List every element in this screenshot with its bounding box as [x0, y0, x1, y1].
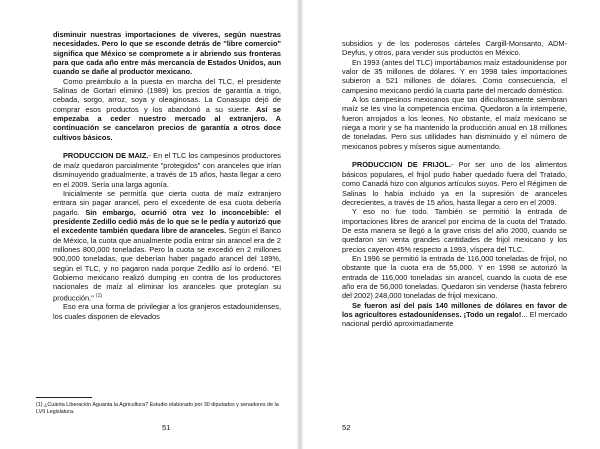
page-number: 52	[342, 423, 351, 432]
body-text: ... El mercado nacional perdió aproximadamente	[342, 309, 567, 329]
paragraph	[342, 207, 567, 254]
paragraph	[53, 302, 281, 321]
body-text: subsidios y de los poderosos cárteles Cargill-Monsanto, ADM-Deyfus, y otros, para vender sus productos en México.	[342, 39, 567, 58]
right-page	[300, 0, 600, 449]
paragraph	[342, 301, 567, 329]
section-heading: PRODUCCION DE FRIJOL.	[352, 160, 452, 170]
body-text: Como preámbulo a la puesta en marcha del TLC, el presidente Salinas de Gortari eliminó (1989) los precios de garantía a trigo, cebada, sorgo, arroz, soya y oleaginosas. La Conasupo dejó de comprar esos productos y los abandonó a su suerte.	[53, 76, 281, 114]
bold-text: Así se empezaba a ceder nuestro mercado al extranjero. A continuación se cancelaron precios de garantía a otros doce cultivos básicos.	[53, 104, 281, 142]
footnote: (1) ¿Cuánta Liberación Aguanta la Agricultura? Estudio elaborado por 30 diputados y senadores de la LVII Legislatura.	[36, 402, 279, 415]
section-heading: PRODUCCION DE MAIZ.	[63, 151, 149, 161]
paragraph	[342, 39, 567, 58]
body-text: Inicialmente se permitía que cierta cuota de maíz extranjero entrara sin pagar arancel, pero el excedente de esa cuota debería pagarlo.	[53, 188, 281, 217]
right-page-body	[342, 39, 567, 329]
page-number: 51	[162, 423, 171, 432]
body-text: En 1993 (antes del TLC) importábamos maíz estadounidense por valor de 35 millones de dólares. Y en 1998 tales importaciones subieron a 521 millones de dólares. Como consecuencia, el campesino mexicano perdió la cuarta parte del mercado doméstico.	[342, 57, 567, 95]
body-text: A los campesinos mexicanos que tan dificultosamente siembran maíz se les vino la competencia encima. Quedaron a la intemperie, fueron arrojados a los leones. No obstante, el maíz mexicano se niega a morir y se ha mantenido la producción anual en 18 millones de toneladas. Pero sus utilidades han disminuido y el número de mexicanos pobres y míseros sigue aumentando.	[342, 95, 567, 151]
left-page-body	[53, 30, 281, 321]
paragraph	[342, 160, 567, 207]
bold-text: disminuir nuestras importaciones de víveres, según nuestras necesidades. Pero lo que se esconde detrás de "libre comercio" significa que México se compromete a ir abriendo sus fronteras para que cada año entre más mercancía de Estados Unidos, aun cuando se dañe al productor mexicano.	[53, 30, 281, 77]
body-text: En 1996 se permitió la entrada de 116,000 toneladas de frijol, no obstante que la cuota era de 55,000. Y en 1998 se autorizó la entrada de 116,000 toneladas sin arancel, cuando la cuota de ese año era de 56,000 toneladas. Quedaron sin venderse (hasta febrero del 2002) 248,000 toneladas de frijol mexicano.	[342, 253, 567, 301]
body-text: - En el TLC los campesinos productores de maíz quedaron parcialmente "protegidos" con aranceles que irían disminuyendo gradualmente, a través de 15 años, hasta llegar a cero en el 2009. Sería una larga agonía.	[53, 151, 281, 189]
footnote-marker: (1)	[95, 292, 103, 299]
paragraph	[342, 254, 567, 301]
body-text: - Por ser uno de los alimentos básicos populares, el frijol pudo haber quedado fuera del Tratado, como Canadá hizo con algunos artículos suyos. Pero el Régimen de Salinas lo había incluido ya en la supresión de aranceles decrecientes, a través de 15 años, hasta llegar a cero en el 2009.	[342, 160, 567, 207]
body-text: Eso era una forma de privilegiar a los granjeros estadounidenses, los cuales disponen de elevados	[53, 302, 281, 321]
paragraph	[342, 95, 567, 151]
paragraph	[53, 189, 281, 303]
body-text: Según el Banco de México, la cuota que anualmente podía entrar sin arancel era de 2 millones 800,000 toneladas. Pero la cuota se excedió en 2 millones 900,000 toneladas, que deberían haber pagado arancel del 189%, según el TLC, y no pagaron nada porque Zedillo así lo ordenó. "El Gobierno mexicano realizó dumping en contra de los productores nacionales de maíz al eliminar los aranceles que protegían su producción."	[53, 226, 281, 303]
paragraph	[53, 151, 281, 188]
body-text: Y eso no fue todo. También se permitió la entrada de importaciones libres de arancel por encima de la cuota del Tratado. De esta manera se llegó a la grave crisis del año 2000, cuando se quedaron sin venta grandes cantidades de frijol mexicano y los precios cayeron 45% respecto a 1993, víspera del TLC.	[342, 207, 567, 254]
paragraph	[53, 30, 281, 77]
paragraph	[342, 58, 567, 95]
paragraph	[53, 77, 281, 142]
bold-text: Se fueron así del país 140 millones de dólares en favor de los agricultores estadounidenses. ¡Todo un regalo!	[342, 300, 567, 319]
bold-text: Sin embargo, ocurrió otra vez lo inconcebible: el presidente Zedillo cedió más de lo que se le pedía y autorizó que el excedente también quedara libre de aranceles.	[53, 207, 281, 236]
footnote-divider	[36, 397, 92, 398]
